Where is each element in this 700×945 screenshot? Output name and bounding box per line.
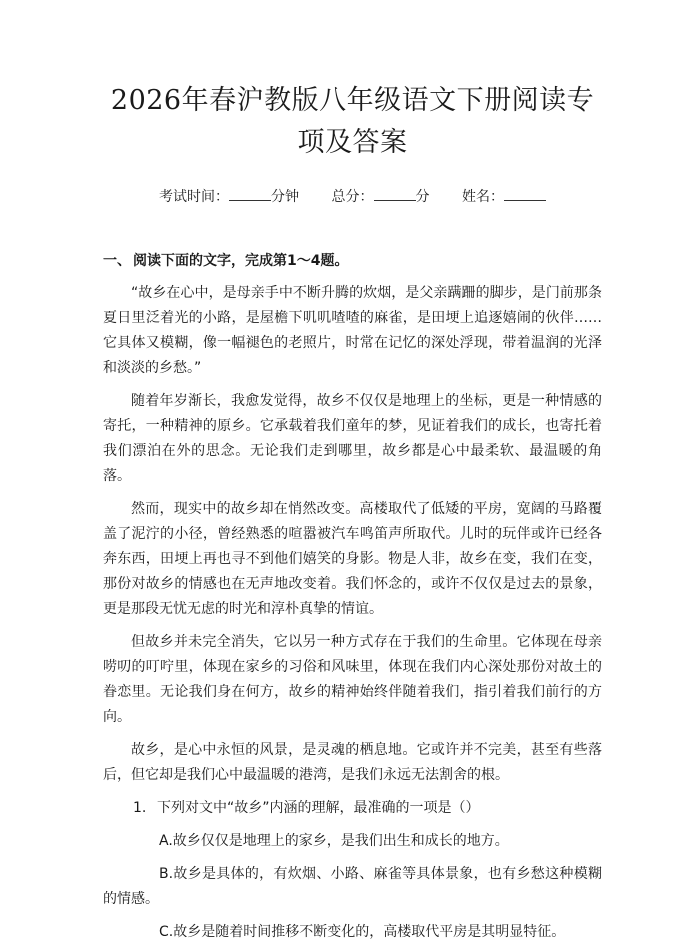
exam-score bbox=[332, 189, 434, 205]
passage-paragraph-3: 然而，现实中的故乡却在悄然改变。高楼取代了低矮的平房，宽阔的马路覆盖了泥泞的小径，曾经熟悉的喧嚣被汽车鸣笛声所取代。儿时的玩伴或许已经各奔东西，田埂上再也寻不到他们嬉笑的身影。物是人非，故乡在变，我们在变，那份对故乡的情感也在无声地改变着。我们怀念的，或许不仅仅是过去的景象，更是那段无忧无虑的时光和淳朴真挚的情谊。 bbox=[103, 501, 602, 617]
question-1 bbox=[103, 796, 602, 821]
section-heading bbox=[103, 251, 602, 271]
exam-score-blank[interactable] bbox=[374, 186, 416, 201]
exam-name-label: 姓名： bbox=[461, 189, 504, 205]
exam-time-blank[interactable] bbox=[229, 186, 271, 201]
section-instruction: 阅读下面的文字，完成第1～4题。 bbox=[133, 253, 349, 269]
exam-name bbox=[462, 189, 546, 205]
document-title: 2026年春沪教版八年级语文下册阅读专项及答案 bbox=[110, 85, 595, 158]
exam-time-unit: 分钟 bbox=[271, 189, 300, 205]
passage-paragraph-4: 但故乡并未完全消失，它以另一种方式存在于我们的生命里。它体现在母亲唠叨的叮咛里，体现在家乡的习俗和风味里，体现在我们内心深处那份对故土的眷恋里。无论我们身在何方，故乡的精神始终伴随着我们，指引着我们前行的方向。 bbox=[103, 634, 602, 725]
passage-paragraph-1: “故乡在心中，是母亲手中不断升腾的炊烟，是父亲蹒跚的脚步，是门前那条夏日里泛着光的小路，是屋檐下叽叽喳喳的麻雀，是田埂上追逐嬉闹的伙伴……它具体又模糊，像一幅褪色的老照片，时常在记忆的深处浮现，带着温润的光泽和淡淡的乡愁。” bbox=[103, 285, 602, 376]
option-a[interactable]: A.故乡仅仅是地理上的家乡，是我们出生和成长的地方。 bbox=[159, 833, 509, 849]
exam-time-label: 考试时间： bbox=[159, 189, 230, 205]
section-number: 一、 bbox=[103, 253, 131, 269]
option-b[interactable]: B.故乡是具体的，有炊烟、小路、麻雀等具体景象，也有乡愁这种模糊的情感。 bbox=[103, 866, 602, 907]
exam-info-line bbox=[103, 186, 602, 207]
exam-score-unit: 分 bbox=[415, 189, 430, 205]
exam-name-blank[interactable] bbox=[504, 186, 546, 201]
option-c[interactable]: C.故乡是随着时间推移不断变化的，高楼取代平房是其明显特征。 bbox=[159, 924, 566, 940]
passage-paragraph-2: 随着年岁渐长，我愈发觉得，故乡不仅仅是地理上的坐标，更是一种情感的寄托，一种精神的原乡。它承载着我们童年的梦，见证着我们的成长，也寄托着我们漂泊在外的思念。无论我们走到哪里，故乡都是心中最柔软、最温暖的角落。 bbox=[103, 393, 602, 484]
question-text: 下列对文中“故乡”内涵的理解，最准确的一项是（） bbox=[157, 800, 480, 816]
exam-time bbox=[159, 189, 303, 205]
exam-score-label: 总分： bbox=[331, 189, 374, 205]
question-number: 1. bbox=[133, 800, 147, 816]
passage-paragraph-5: 故乡，是心中永恒的风景，是灵魂的栖息地。它或许并不完美，甚至有些落后，但它却是我们心中最温暖的港湾，是我们永远无法割舍的根。 bbox=[103, 742, 602, 783]
